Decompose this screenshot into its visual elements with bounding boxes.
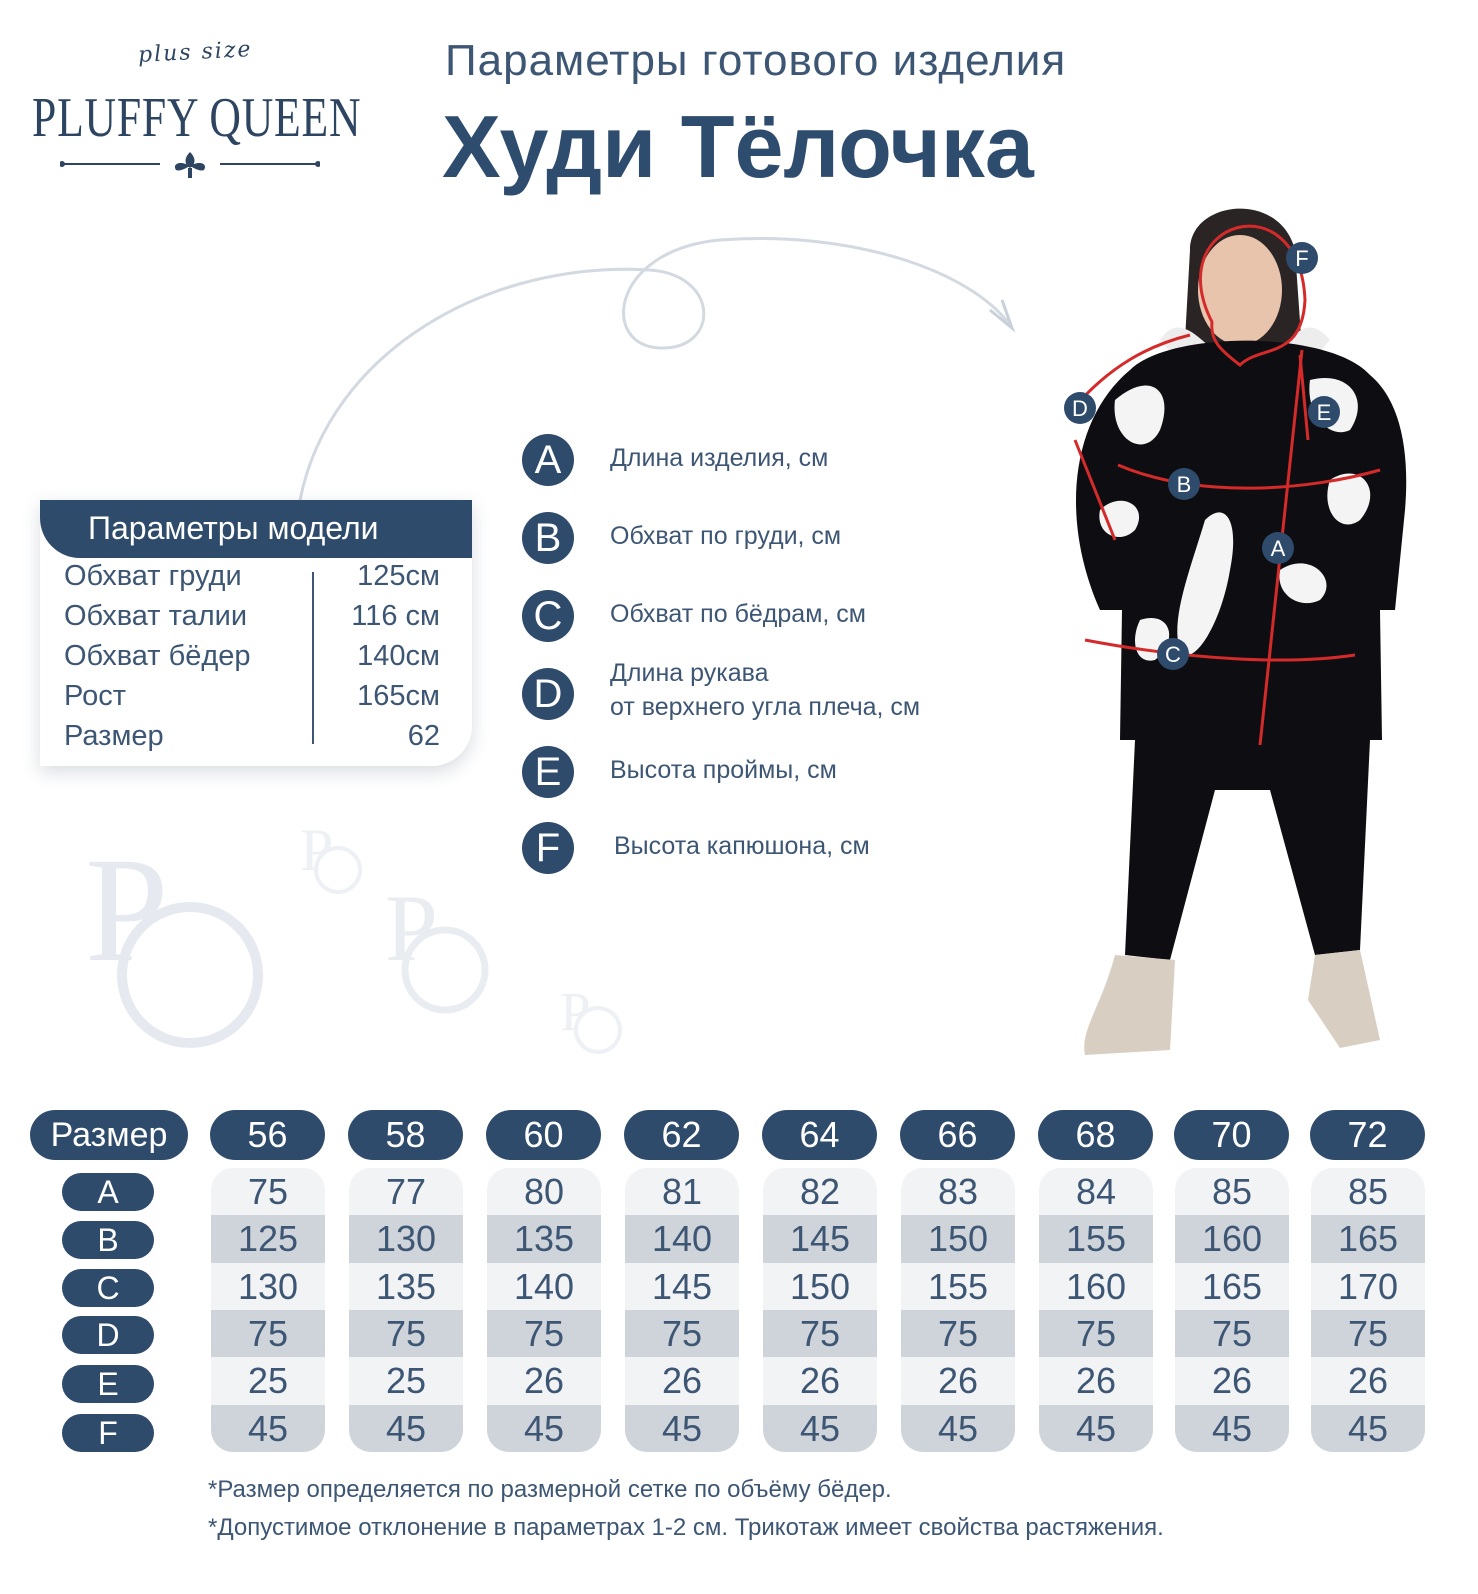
svg-text:P: P	[85, 827, 169, 993]
size-cell: 150	[789, 1265, 851, 1307]
size-cell: 82	[799, 1171, 841, 1212]
logo-tagline: plus size	[137, 37, 254, 68]
size-cell: 145	[651, 1265, 713, 1307]
size-header-66: 66	[900, 1110, 1015, 1160]
model-param-value: 116 см	[351, 600, 440, 632]
size-header-70: 70	[1174, 1110, 1289, 1160]
size-column-64	[763, 1168, 877, 1452]
size-column-60	[487, 1168, 601, 1452]
model-param-label: Размер	[64, 720, 164, 752]
size-cell: 26	[523, 1360, 565, 1402]
size-cell: 45	[211, 1405, 325, 1452]
size-cell: 26	[661, 1360, 703, 1402]
page-subtitle: Параметры готового изделия	[445, 36, 1067, 85]
size-cell: 75	[1039, 1310, 1153, 1357]
svg-text:B: B	[1176, 472, 1192, 497]
model-param-label: Рост	[64, 680, 126, 712]
size-cell: 75	[901, 1310, 1015, 1357]
size-cell: 84	[1075, 1171, 1117, 1212]
size-cell: 155	[1039, 1215, 1153, 1262]
size-cell: 75	[211, 1310, 325, 1357]
size-cell: 45	[1175, 1405, 1289, 1452]
size-cell: 26	[937, 1360, 979, 1402]
legend-text-a: Длина изделия, см	[610, 444, 829, 472]
legend-text-f: Высота капюшона, см	[614, 832, 870, 860]
size-cell: 125	[211, 1215, 325, 1262]
size-cell: 45	[349, 1405, 463, 1452]
size-cell: 75	[487, 1310, 601, 1357]
size-cell: 170	[1337, 1265, 1399, 1307]
size-cell: 140	[513, 1265, 575, 1307]
row-label-f: F	[62, 1414, 154, 1452]
size-cell: 45	[1311, 1405, 1425, 1452]
row-label-a: A	[62, 1173, 154, 1211]
size-cell: 80	[523, 1171, 565, 1212]
size-cell: 85	[1211, 1171, 1253, 1212]
size-cell: 45	[487, 1405, 601, 1452]
size-cell: 140	[625, 1215, 739, 1262]
size-header-60: 60	[486, 1110, 601, 1160]
model-param-label: Обхват бёдер	[64, 640, 251, 672]
size-cell: 75	[1175, 1310, 1289, 1357]
legend-text-c: Обхват по бёдрам, см	[610, 600, 866, 628]
size-cell: 85	[1347, 1171, 1389, 1212]
size-cell: 155	[927, 1265, 989, 1307]
legend-badge-b: B	[522, 512, 574, 564]
page-title: Худи Тёлочка	[442, 97, 1034, 196]
legend-text-e: Высота проймы, см	[610, 756, 837, 784]
model-param-value: 165см	[357, 680, 440, 712]
watermark-monogram	[80, 810, 510, 1070]
size-header-58: 58	[348, 1110, 463, 1160]
legend-badge-e: E	[522, 746, 574, 798]
row-label-c: C	[62, 1269, 154, 1307]
size-cell: 26	[1347, 1360, 1389, 1402]
row-label-b: B	[62, 1221, 154, 1259]
size-cell: 26	[1075, 1360, 1117, 1402]
svg-text:C: C	[1165, 642, 1181, 667]
size-cell: 130	[237, 1265, 299, 1307]
row-label-e: E	[62, 1365, 154, 1403]
size-cell: 160	[1065, 1265, 1127, 1307]
size-cell: 135	[375, 1265, 437, 1307]
size-cell: 25	[385, 1360, 427, 1402]
svg-text:A: A	[1270, 536, 1286, 561]
size-cell: 75	[1311, 1310, 1425, 1357]
legend-badge-c: C	[522, 590, 574, 642]
svg-text:P: P	[560, 981, 591, 1042]
fleur-de-lis-icon	[60, 150, 320, 180]
size-cell: 83	[937, 1171, 979, 1212]
size-cell: 26	[1211, 1360, 1253, 1402]
model-param-value: 62	[407, 720, 440, 752]
size-cell: 135	[487, 1215, 601, 1262]
legend-text-d-line2: от верхнего угла плеча, см	[610, 693, 921, 721]
model-params-heading: Параметры модели	[40, 500, 472, 558]
size-cell: 25	[247, 1360, 289, 1402]
size-cell: 45	[901, 1405, 1015, 1452]
size-header-72: 72	[1310, 1110, 1425, 1160]
model-param-label: Обхват груди	[64, 560, 242, 592]
legend-text-d: Длина рукава	[610, 659, 769, 687]
size-cell: 26	[799, 1360, 841, 1402]
size-cell: 75	[247, 1171, 289, 1212]
svg-text:P: P	[385, 875, 438, 981]
svg-text:E: E	[1316, 400, 1332, 425]
size-header-56: 56	[210, 1110, 325, 1160]
size-cell: 165	[1311, 1215, 1425, 1262]
logo-brand: PLUFFY QUEEN	[32, 87, 362, 149]
legend-badge-f: F	[522, 822, 574, 874]
footnote-tolerance: *Допустимое отклонение в параметрах 1-2 см. Трикотаж имеет свойства растяжения.	[208, 1514, 1164, 1541]
row-label-d: D	[62, 1316, 154, 1354]
size-cell: 45	[1039, 1405, 1153, 1452]
size-header-68: 68	[1038, 1110, 1153, 1160]
size-cell: 160	[1175, 1215, 1289, 1262]
size-column-70	[1175, 1168, 1289, 1452]
size-column-66	[901, 1168, 1015, 1452]
size-cell: 81	[661, 1171, 703, 1212]
legend-badge-a: A	[522, 434, 574, 486]
size-cell: 75	[349, 1310, 463, 1357]
size-column-56	[211, 1168, 325, 1452]
watermark-monogram-small	[560, 980, 630, 1060]
size-column-62	[625, 1168, 739, 1452]
size-cell: 145	[763, 1215, 877, 1262]
model-photo	[1040, 190, 1460, 1070]
size-cell: 45	[763, 1405, 877, 1452]
size-cell: 150	[901, 1215, 1015, 1262]
size-cell: 45	[625, 1405, 739, 1452]
size-header-64: 64	[762, 1110, 877, 1160]
size-cell: 130	[349, 1215, 463, 1262]
size-column-68	[1039, 1168, 1153, 1452]
size-header-62: 62	[624, 1110, 739, 1160]
model-param-value: 140см	[357, 640, 440, 672]
svg-text:F: F	[1295, 246, 1309, 271]
size-header-label: Размер	[30, 1110, 188, 1160]
model-param-value: 125см	[357, 560, 440, 592]
size-cell: 77	[385, 1171, 427, 1212]
size-column-72	[1311, 1168, 1425, 1452]
card-divider	[312, 572, 314, 744]
legend-text-b: Обхват по груди, см	[610, 522, 842, 550]
footnote-size: *Размер определяется по размерной сетке по объёму бёдер.	[208, 1476, 892, 1503]
size-cell: 165	[1201, 1265, 1263, 1307]
size-cell: 75	[763, 1310, 877, 1357]
svg-text:P: P	[300, 817, 334, 883]
svg-text:D: D	[1072, 396, 1088, 421]
model-param-label: Обхват талии	[64, 600, 248, 632]
size-column-58	[349, 1168, 463, 1452]
size-cell: 75	[625, 1310, 739, 1357]
legend-badge-d: D	[522, 668, 574, 720]
